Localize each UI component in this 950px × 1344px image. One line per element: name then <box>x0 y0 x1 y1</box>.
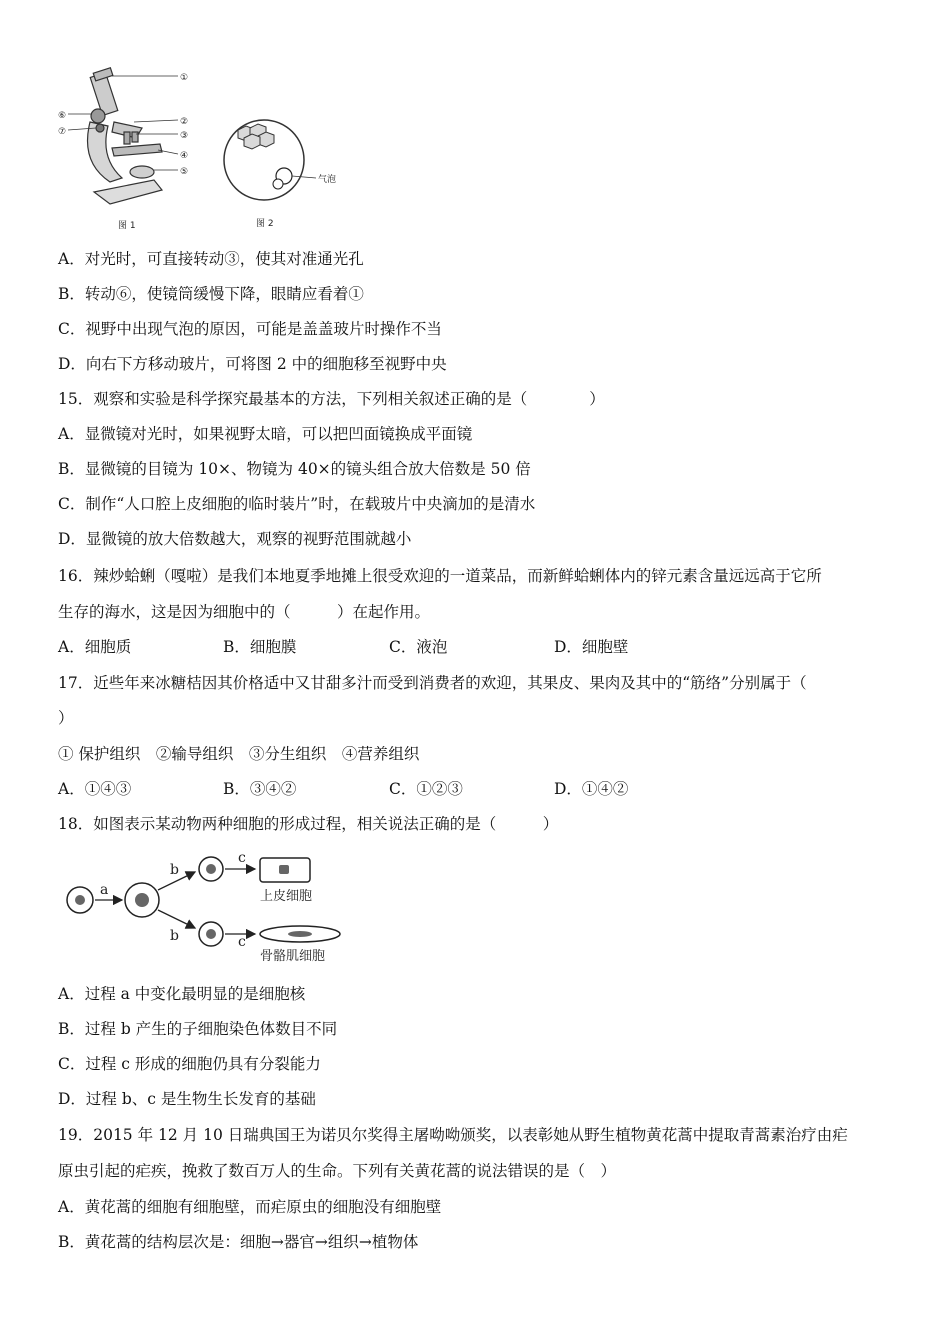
label-b-lower: b <box>170 928 179 944</box>
q19-stem-line2: 原虫引起的疟疾，挽救了数百万人的生命。下列有关黄花蒿的说法错误的是（ ） <box>58 1162 617 1180</box>
fig1-caption: 图 1 <box>118 221 136 231</box>
q16-option-a: A．细胞质 <box>58 638 132 656</box>
q17-option-b: B．③④② <box>223 780 297 798</box>
fig2-caption: 图 2 <box>256 219 274 229</box>
label-b-upper: b <box>170 862 179 878</box>
label-c-lower: c <box>238 934 246 950</box>
q17-items: ① 保护组织 ②输导组织 ③分生组织 ④营养组织 <box>58 745 420 763</box>
q15-option-d: D．显微镜的放大倍数越大，观察的视野范围就越小 <box>58 530 412 548</box>
q16-option-c: C．液泡 <box>389 638 448 656</box>
cell-process-diagram <box>60 848 360 966</box>
q14-option-b: B．转动⑥，使镜筒缓慢下降，眼睛应看着① <box>58 285 364 303</box>
bubble-label: 气泡 <box>318 175 337 185</box>
muscle-cell-label: 骨骼肌细胞 <box>260 949 326 964</box>
label-2: ② <box>180 117 189 127</box>
q18-option-a: A．过程 a 中变化最明显的是细胞核 <box>58 985 306 1003</box>
q17-stem-line2: ） <box>58 709 74 727</box>
q19-stem-line1: 19．2015 年 12 月 10 日瑞典国王为诺贝尔奖得主屠呦呦颁奖，以表彰她从野生植物黄花蒿中提取青蒿素治疗由疟 <box>58 1126 848 1144</box>
label-a: a <box>100 882 109 898</box>
q15-stem: 15．观察和实验是科学探究最基本的方法，下列相关叙述正确的是（ ） <box>58 390 605 408</box>
q18-stem: 18．如图表示某动物两种细胞的形成过程，相关说法正确的是（ ） <box>58 815 559 833</box>
q17-option-d: D．①④② <box>554 780 629 798</box>
label-6: ⑥ <box>58 111 67 121</box>
q16-stem-line2: 生存的海水，这是因为细胞中的（ ）在起作用。 <box>58 603 431 621</box>
q18-option-d: D．过程 b、c 是生物生长发育的基础 <box>58 1090 316 1108</box>
label-5: ⑤ <box>180 167 189 177</box>
q17-stem-line1: 17．近些年来冰糖桔因其价格适中又甘甜多汁而受到消费者的欢迎，其果皮、果肉及其中的“筋络”分别属于（ <box>58 674 807 692</box>
q16-option-d: D．细胞壁 <box>554 638 629 656</box>
q16-stem-line1: 16．辣炒蛤蜊（嘎啦）是我们本地夏季地摊上很受欢迎的一道菜品，而新鲜蛤蜊体内的锌元素含量远远高于它所 <box>58 567 822 585</box>
q18-option-b: B．过程 b 产生的子细胞染色体数目不同 <box>58 1020 338 1038</box>
label-1: ① <box>180 73 189 83</box>
q16-option-b: B．细胞膜 <box>223 638 297 656</box>
q19-option-b: B．黄花蒿的结构层次是：细胞→器官→组织→植物体 <box>58 1233 419 1251</box>
label-c-upper: c <box>238 850 246 866</box>
q15-option-c: C．制作“人口腔上皮细胞的临时装片”时，在载玻片中央滴加的是清水 <box>58 495 536 513</box>
q15-option-b: B．显微镜的目镜为 10×、物镜为 40×的镜头组合放大倍数是 50 倍 <box>58 460 531 478</box>
field-of-view <box>224 120 316 200</box>
q14-option-c: C．视野中出现气泡的原因，可能是盖盖玻片时操作不当 <box>58 320 442 338</box>
q14-option-d: D．向右下方移动玻片，可将图 2 中的细胞移至视野中央 <box>58 355 447 373</box>
q14-option-a: A．对光时，可直接转动③，使其对准通光孔 <box>58 250 364 268</box>
label-3: ③ <box>180 131 189 141</box>
q18-option-c: C．过程 c 形成的细胞仍具有分裂能力 <box>58 1055 321 1073</box>
microscope-figure <box>50 62 350 234</box>
q17-option-a: A．①④③ <box>58 780 132 798</box>
q17-option-c: C．①②③ <box>389 780 463 798</box>
q15-option-a: A．显微镜对光时，如果视野太暗，可以把凹面镜换成平面镜 <box>58 425 473 443</box>
q19-option-a: A．黄花蒿的细胞有细胞壁，而疟原虫的细胞没有细胞壁 <box>58 1198 442 1216</box>
epithelial-cell-label: 上皮细胞 <box>260 889 313 904</box>
label-7: ⑦ <box>58 127 67 137</box>
label-4: ④ <box>180 151 189 161</box>
